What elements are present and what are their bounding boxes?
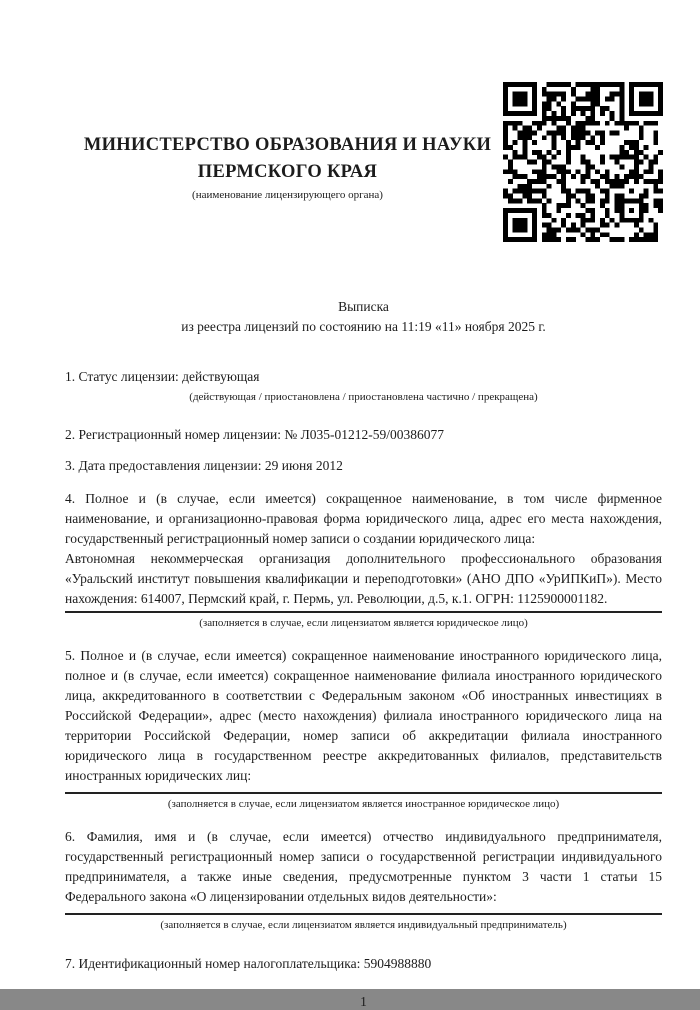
document-subtitle: из реестра лицензий по состоянию на 11:19 «11» ноября 2025 г. [181,319,546,334]
foreign-entity-text: 5. Полное и (в случае, если имеется) сокращенное наименование иностранного юридического лица, полное и (в случае, если имеется) сокращенное наименование филиала иностранного юридического лица, аккредитованного в соответствии с Федеральным законом «Об иностранных инвестициях в Российской Федерации», адрес (место нахождения) филиала иностранного юридического лица на территории Российской Федерации, номер записи об аккредитации филиала иностранного юридического лица в государственном реестре аккредитованных филиалов, представительств иностранных юридических лиц: [65,648,662,783]
registration-number-text: 2. Регистрационный номер лицензии: № Л035-01212-59/00386077 [65,427,445,442]
legal-entity-text: 4. Полное и (в случае, если имеется) сокращенное наименование, в том числе фирменное наименование, и организационно-правовая форма юридического лица, адрес его места нахождения, государственный регистрационный номер записи о создании юридического лица: [65,491,662,546]
item-grant-date [65,456,662,476]
item-legal-entity [65,489,662,630]
issuing-authority [65,132,510,202]
page-content [65,0,662,1010]
page-number: 1 [360,994,367,1009]
license-status-note: (действующая / приостановлена / приостановлена частично / прекращена) [189,391,538,403]
item-license-status [65,367,662,404]
taxpayer-number-text: 7. Идентификационный номер налогоплательщика: 5904988880 [65,956,432,971]
item-foreign-entity [65,646,662,811]
field-rule [65,611,662,613]
field-rule [65,913,662,915]
legal-entity-value: Автономная некоммерческая организация дополнительного профессионального образования «Уральский институт повышения квалификации и переподготовки» (АНО ДПО «УрИПКиП»). Место нахождения: 614007, Пермский край, г. Пермь, ул. Революции, д.5, к.1. ОГРН: 1125900001182. [65,551,662,606]
issuing-authority-caption: (наименование лицензирующего органа) [192,189,383,201]
document-title-block [65,297,662,337]
item-individual-entrepreneur [65,827,662,932]
individual-entrepreneur-note: (заполняется в случае, если лицензиатом является индивидуальный предприниматель) [160,919,567,931]
grant-date-text: 3. Дата предоставления лицензии: 29 июня 2012 [65,458,343,473]
legal-entity-note: (заполняется в случае, если лицензиатом является юридическое лицо) [199,617,528,629]
license-status-text: 1. Статус лицензии: действующая [65,369,260,384]
individual-entrepreneur-text: 6. Фамилия, имя и (в случае, если имеется) отчество индивидуального предпринимателя, государственный регистрационный номер записи о государственной регистрации индивидуального предпринимателя, а также иные сведения, предусмотренные пунктом 3 части 1 статьи 15 Федерального закона «О лицензировании отдельных видов деятельности»: [65,829,662,904]
document-title: Выписка [338,299,389,314]
field-rule [65,792,662,794]
foreign-entity-note: (заполняется в случае, если лицензиатом является иностранное юридическое лицо) [167,798,560,810]
item-taxpayer-number [65,954,662,974]
item-registration-number [65,425,662,445]
issuing-authority-name: МИНИСТЕРСТВО ОБРАЗОВАНИЯ И НАУКИ ПЕРМСКОГО КРАЯ [83,135,492,182]
